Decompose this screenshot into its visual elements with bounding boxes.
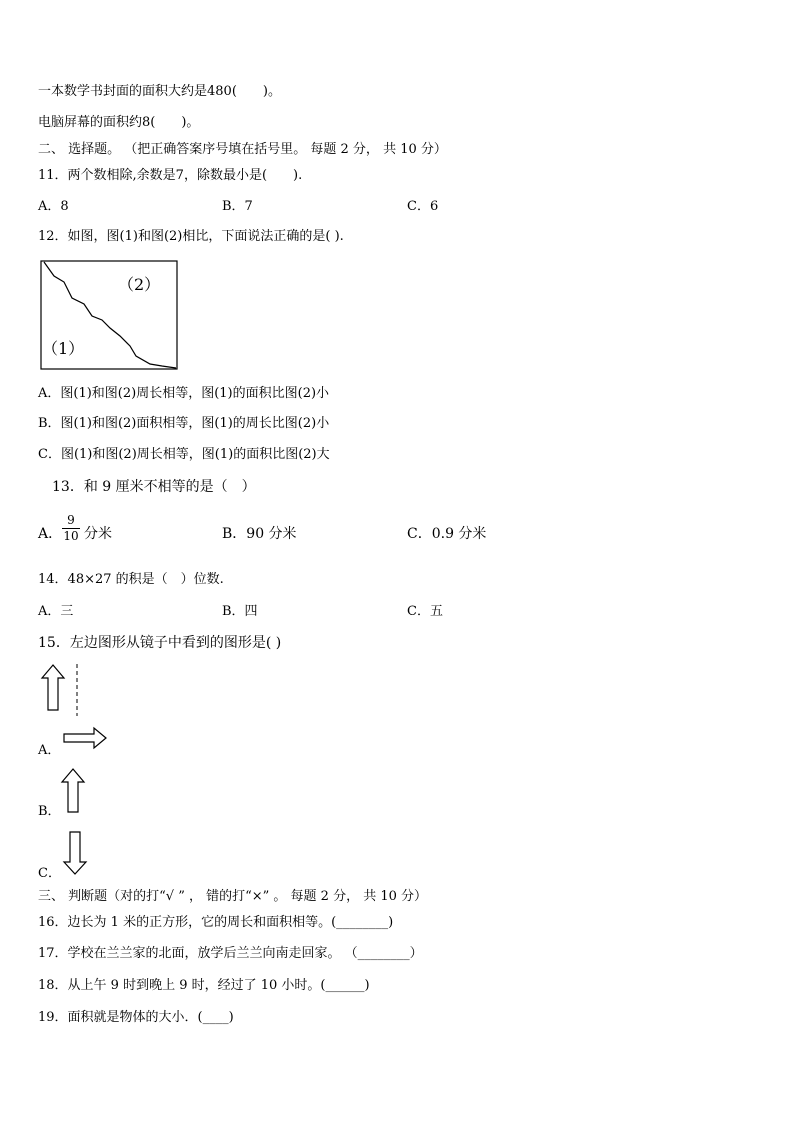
q11-option-b: B．7 xyxy=(222,199,253,214)
question-16: 16．边长为 1 米的正方形，它的周长和面积相等。(________) xyxy=(38,915,394,930)
q15-original-figure xyxy=(40,664,82,716)
question-12: 12．如图，图(1)和图(2)相比，下面说法正确的是( ). xyxy=(38,229,344,244)
q13-option-c: C．0.9 分米 xyxy=(407,526,487,542)
question-18: 18．从上午 9 时到晚上 9 时，经过了 10 小时。(______) xyxy=(38,978,370,993)
fraction-denominator: 10 xyxy=(63,529,79,543)
down-arrow-icon xyxy=(64,832,86,874)
q14-option-b: B．四 xyxy=(222,604,258,619)
q15-option-b-figure xyxy=(60,768,86,814)
question-14: 14．48×27 的积是（ ）位数. xyxy=(38,572,224,587)
q15-option-b: B． xyxy=(38,804,61,819)
region-1-label: （1） xyxy=(42,339,85,358)
fraction-numerator: 9 xyxy=(67,513,75,527)
q13-option-b: B．90 分米 xyxy=(222,526,297,542)
q13-option-a-prefix: A． xyxy=(38,526,63,542)
section-2-heading: 二、 选择题。 （把正确答案序号填在括号里。 每题 2 分， 共 10 分） xyxy=(38,142,447,157)
q12-option-c: C．图(1)和图(2)周长相等，图(1)的面积比图(2)大 xyxy=(38,447,330,462)
q15-option-c-figure xyxy=(62,830,88,876)
question-15: 15．左边图形从镜子中看到的图形是( ) xyxy=(38,635,282,651)
fill-blank-screen-area: 电脑屏幕的面积约8( )。 xyxy=(38,115,200,130)
q15-option-c: C． xyxy=(38,866,61,881)
q12-option-b: B．图(1)和图(2)面积相等，图(1)的周长比图(2)小 xyxy=(38,416,330,431)
question-11: 11．两个数相除,余数是7，除数最小是( ). xyxy=(38,168,303,183)
question-19: 19．面积就是物体的大小．(____) xyxy=(38,1010,234,1025)
section-3-heading: 三、 判断题（对的打“√ ” ， 错的打“×” 。 每题 2 分， 共 10 分） xyxy=(38,889,428,904)
right-arrow-icon xyxy=(64,728,106,748)
up-arrow-icon xyxy=(42,665,64,710)
question-17: 17．学校在兰兰家的北面，放学后兰兰向南走回家。 （________） xyxy=(38,946,423,961)
question-13: 13．和 9 厘米不相等的是（ ） xyxy=(52,479,256,495)
q15-option-a: A． xyxy=(38,743,61,758)
q12-figure xyxy=(40,260,179,371)
q12-option-a: A．图(1)和图(2)周长相等，图(1)的面积比图(2)小 xyxy=(38,386,330,401)
region-2-label: （2） xyxy=(118,275,161,294)
q13-option-a-fraction xyxy=(62,514,80,543)
q11-option-a: A．8 xyxy=(38,199,69,214)
q14-option-a: A．三 xyxy=(38,604,74,619)
q15-option-a-figure xyxy=(62,726,108,752)
q14-option-c: C．五 xyxy=(407,604,443,619)
q11-option-c: C．6 xyxy=(407,199,439,214)
up-arrow-icon xyxy=(62,769,84,812)
q13-option-a-unit: 分米 xyxy=(84,526,112,542)
fill-blank-book-area: 一本数学书封面的面积大约是480( )。 xyxy=(38,84,281,99)
